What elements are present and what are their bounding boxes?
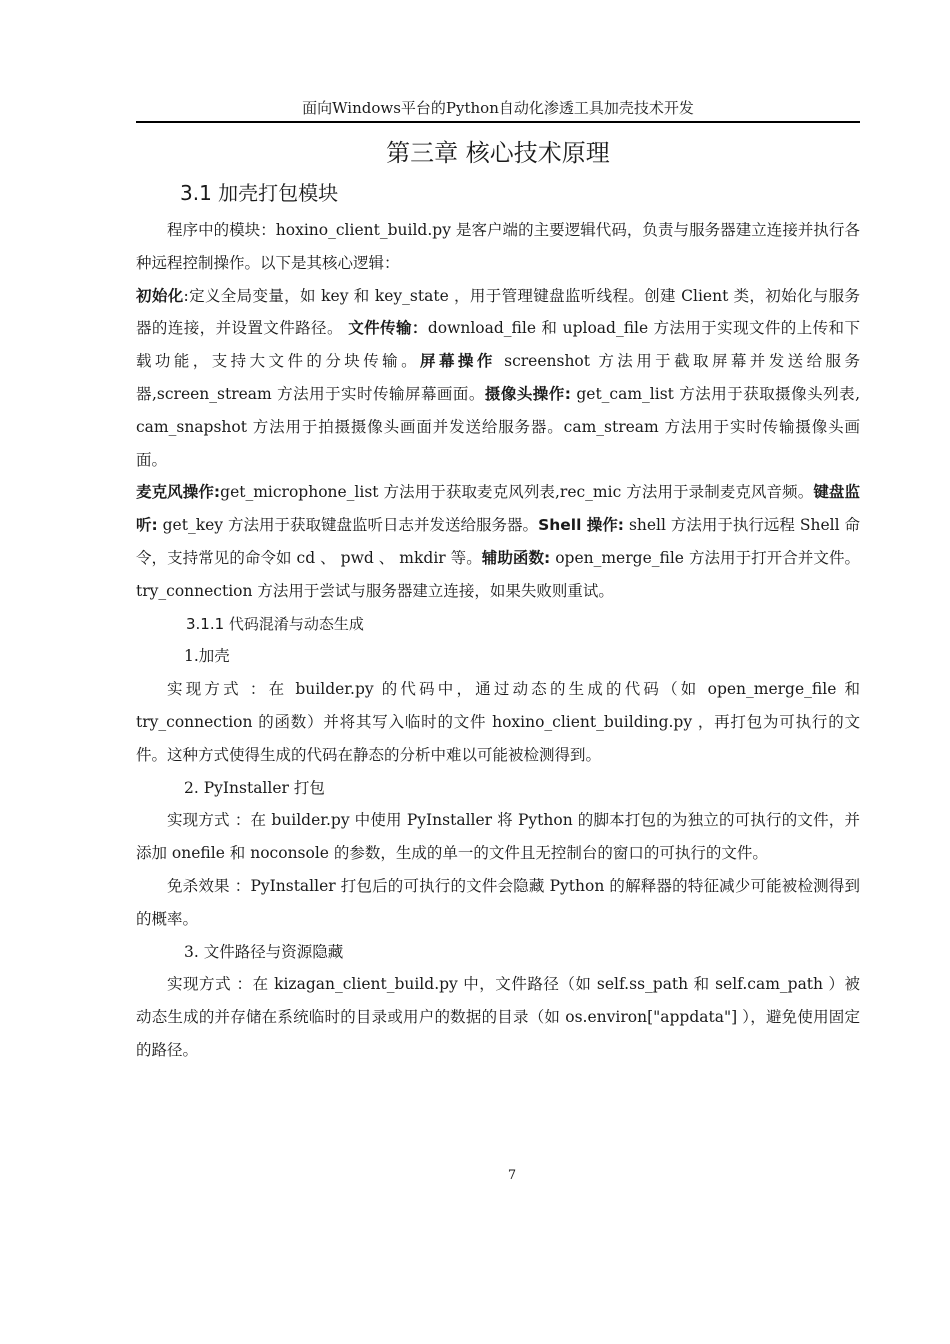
feature-text: get_key 方法用于获取键盘监听日志并发送给服务器。 (157, 516, 539, 535)
header-rule (136, 121, 860, 123)
feature-text: download_file 和 upload_file 方法用于实现文件的上传和下载功能，支持大文件的分块传输。 (136, 319, 860, 371)
item-heading: 3. 文件路径与资源隐藏 (184, 942, 344, 961)
feature-text: get_microphone_list 方法用于获取麦克风列表,rec_mic 方法用于录制麦克风音频。 (220, 483, 814, 502)
item-paragraph: 实现方式 ：在 builder.py 的代码中，通过动态的生成的代码（如 open_merge_file 和 try_connection 的函数）并将其写入临时的文件 hoxino_client_building.py ，再打包为可执行的文件。这种方式使得生成的代码在静态的分析中难以可能被检测得到。 (136, 680, 860, 764)
body-text (136, 214, 860, 1067)
feature-text: :定义全局变量，如 key 和 key_state ，用于管理键盘监听线程。创建 Client 类，初始化与服务器的连接，并设置文件路径。 (136, 286, 860, 338)
feature-text: open_merge_file 方法用于打开合并文件。try_connection 方法用于尝试与服务器建立连接，如果失败则重试。 (136, 548, 860, 600)
running-header: 面向Windows平台的Python自动化渗透工具加壳技术开发 (302, 99, 694, 117)
feature-paragraph (136, 280, 860, 477)
page-number: 7 (507, 1168, 517, 1183)
feature-label: 屏幕操作 (420, 352, 496, 371)
feature-label: 摄像头操作: (484, 384, 571, 403)
section-title: 3.1 加壳打包模块 (180, 181, 339, 205)
item-paragraph: 免杀效果 ：PyInstaller 打包后的可执行的文件会隐藏 Python 的解释器的特征减少可能被检测得到的概率。 (136, 876, 860, 928)
item-heading: 2. PyInstaller 打包 (184, 778, 325, 797)
feature-label: 初始化 (136, 286, 184, 305)
subsection-title: 3.1.1 代码混淆与动态生成 (186, 614, 364, 633)
feature-label: 麦克风操作: (136, 483, 221, 502)
feature-label: 文件传输： (348, 319, 428, 338)
feature-label: 辅助函数: (481, 548, 551, 567)
feature-label: 键盘监听: (136, 483, 860, 535)
item-paragraph: 实现方式 ：在 kizagan_client_build.py 中，文件路径（如 self.ss_path 和 self.cam_path ）被动态生成的并存储在系统临时的目录或用户的数据的目录（如 os.environ["appdata"] ），避免使用固定的路径。 (136, 975, 860, 1059)
item-paragraph: 实现方式 ：在 builder.py 中使用 PyInstaller 将 Python 的脚本打包的为独立的可执行的文件，并添加 onefile 和 noconsole 的参数，生成的单一的文件且无控制台的窗口的可执行的文件。 (136, 811, 860, 863)
feature-text: get_cam_list 方法用于获取摄像头列表, cam_snapshot 方法用于拍摄摄像头画面并发送给服务器。cam_stream 方法用于实时传输摄像头画面。 (136, 384, 860, 469)
chapter-title: 第三章 核心技术原理 (386, 139, 610, 167)
feature-text: screenshot 方法用于截取屏幕并发送给服务器,screen_stream 方法用于实时传输屏幕画面。 (136, 352, 860, 403)
intro-paragraph: 程序中的模块：hoxino_client_build.py 是客户端的主要逻辑代码，负责与服务器建立连接并执行各种远程控制操作。以下是其核心逻辑： (136, 221, 860, 272)
item-heading: 1.加壳 (184, 647, 230, 666)
feature-text: shell 方法用于执行远程 Shell 命令，支持常见的命令如 cd 、 pwd 、 mkdir 等。 (136, 516, 860, 567)
feature-paragraph (136, 476, 860, 607)
feature-label: Shell 操作: (538, 516, 625, 535)
